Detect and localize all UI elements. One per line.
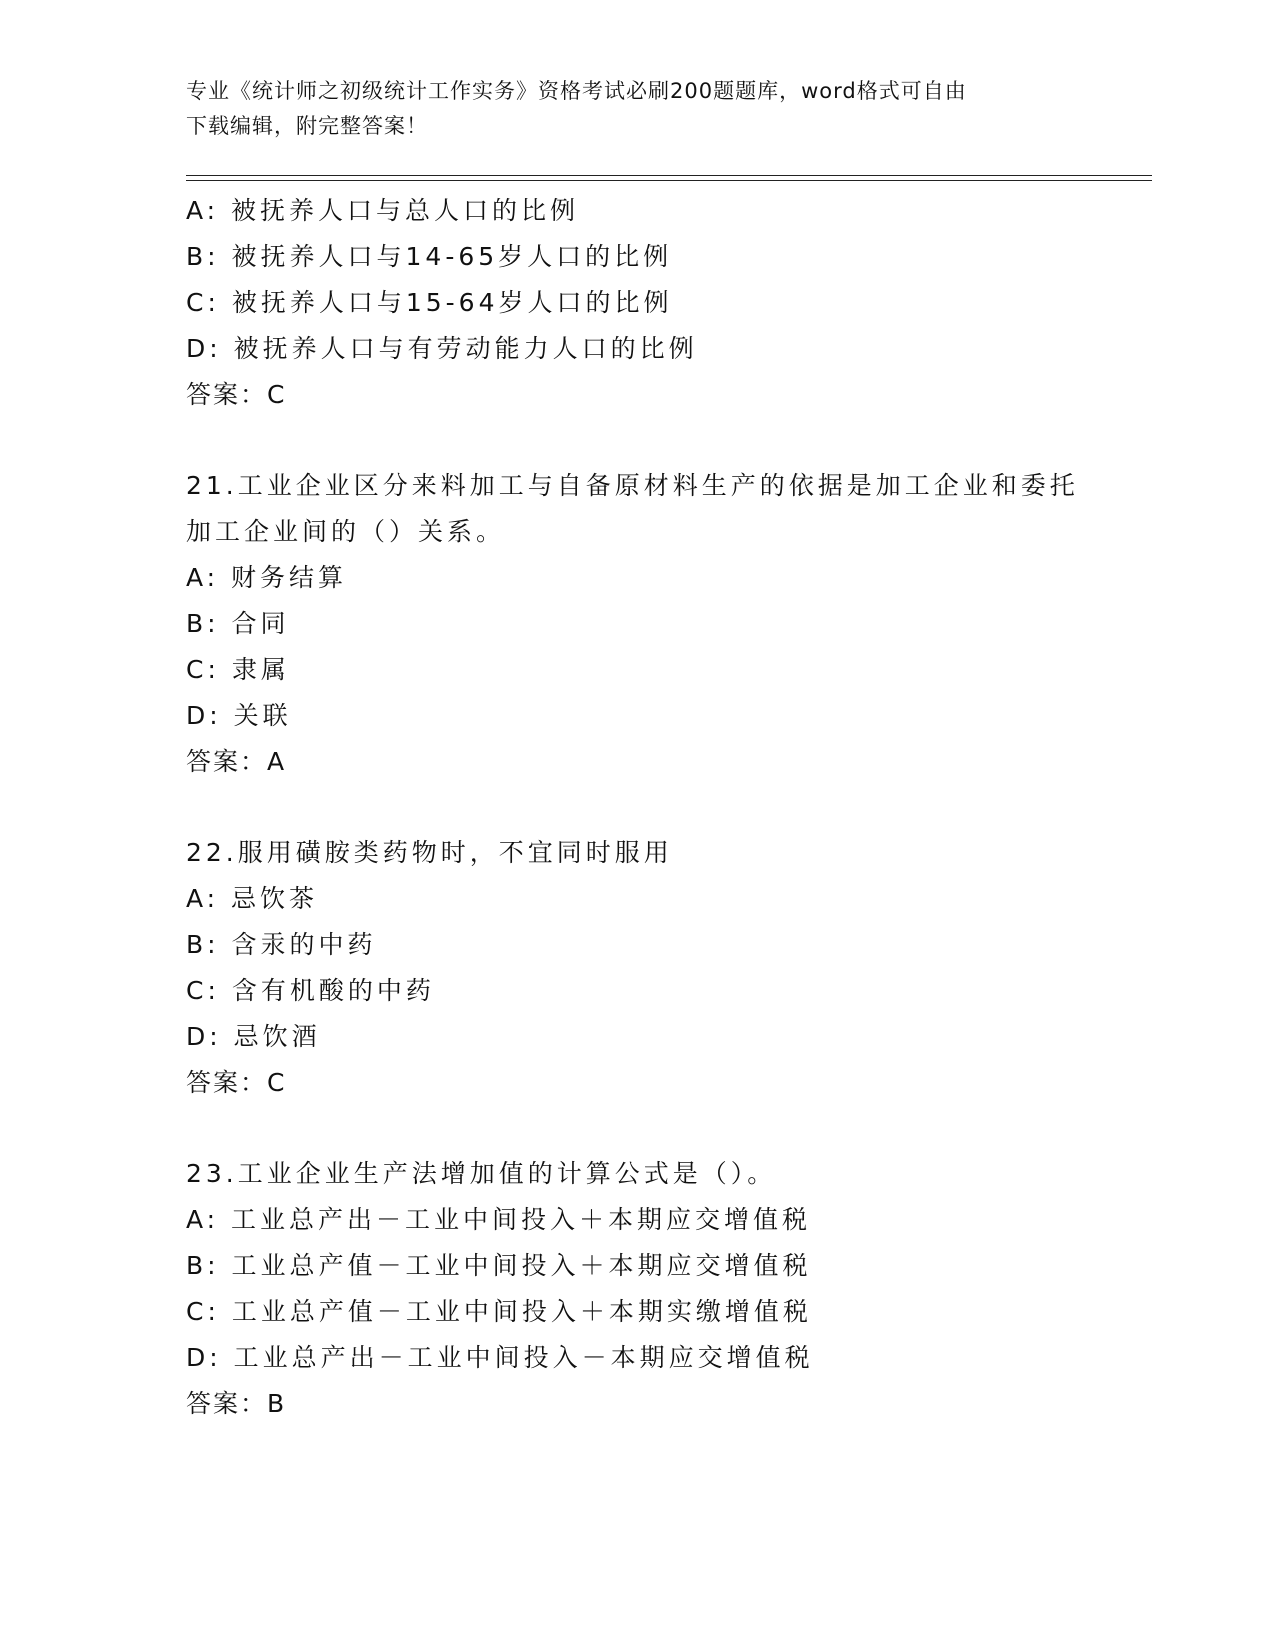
answer: 答案：B xyxy=(186,1389,287,1418)
option-c: C: 工业总产值－工业中间投入＋本期实缴增值税 xyxy=(186,1297,812,1326)
header-line-1: 专业《统计师之初级统计工作实务》资格考试必刷200题题库，word格式可自由 xyxy=(186,79,967,103)
option-a: A: 财务结算 xyxy=(186,563,348,592)
header-rule-top xyxy=(186,175,1152,176)
option-b: B: 工业总产值－工业中间投入＋本期应交增值税 xyxy=(186,1251,812,1280)
spacer xyxy=(186,418,1146,463)
option-a: A: 工业总产出－工业中间投入＋本期应交增值税 xyxy=(186,1205,812,1234)
question-23 xyxy=(186,1151,1146,1427)
option-c: C: 隶属 xyxy=(186,655,290,684)
header-rule-bottom xyxy=(186,180,1152,181)
option-c: C: 被抚养人口与15-64岁人口的比例 xyxy=(186,288,673,317)
header-line-2: 下载编辑，附完整答案！ xyxy=(186,114,428,138)
option-a: A: 忌饮茶 xyxy=(186,884,319,913)
question-list xyxy=(186,188,1146,1427)
option-d: D: 工业总产出－工业中间投入－本期应交增值税 xyxy=(186,1343,814,1372)
option-c: C: 含有机酸的中药 xyxy=(186,976,435,1005)
question-20 xyxy=(186,188,1146,418)
option-d: D: 被抚养人口与有劳动能力人口的比例 xyxy=(186,334,698,363)
answer: 答案：C xyxy=(186,380,287,409)
option-b: B: 合同 xyxy=(186,609,290,638)
option-a: A: 被抚养人口与总人口的比例 xyxy=(186,196,580,225)
option-d: D: 忌饮酒 xyxy=(186,1022,321,1051)
question-22 xyxy=(186,830,1146,1106)
answer: 答案：C xyxy=(186,1068,287,1097)
option-b: B: 含汞的中药 xyxy=(186,930,377,959)
spacer xyxy=(186,1106,1146,1151)
option-b: B: 被抚养人口与14-65岁人口的比例 xyxy=(186,242,673,271)
question-21 xyxy=(186,463,1146,785)
question-stem: 23.工业企业生产法增加值的计算公式是（）。 xyxy=(186,1159,777,1188)
spacer xyxy=(186,785,1146,830)
option-d: D: 关联 xyxy=(186,701,292,730)
document-header xyxy=(186,74,1086,144)
question-stem: 21.工业企业区分来料加工与自备原材料生产的依据是加工企业和委托 xyxy=(186,471,1079,500)
answer: 答案：A xyxy=(186,747,287,776)
question-stem: 22.服用磺胺类药物时，不宜同时服用 xyxy=(186,838,673,867)
question-stem-continued: 加工企业间的（）关系。 xyxy=(186,517,506,546)
